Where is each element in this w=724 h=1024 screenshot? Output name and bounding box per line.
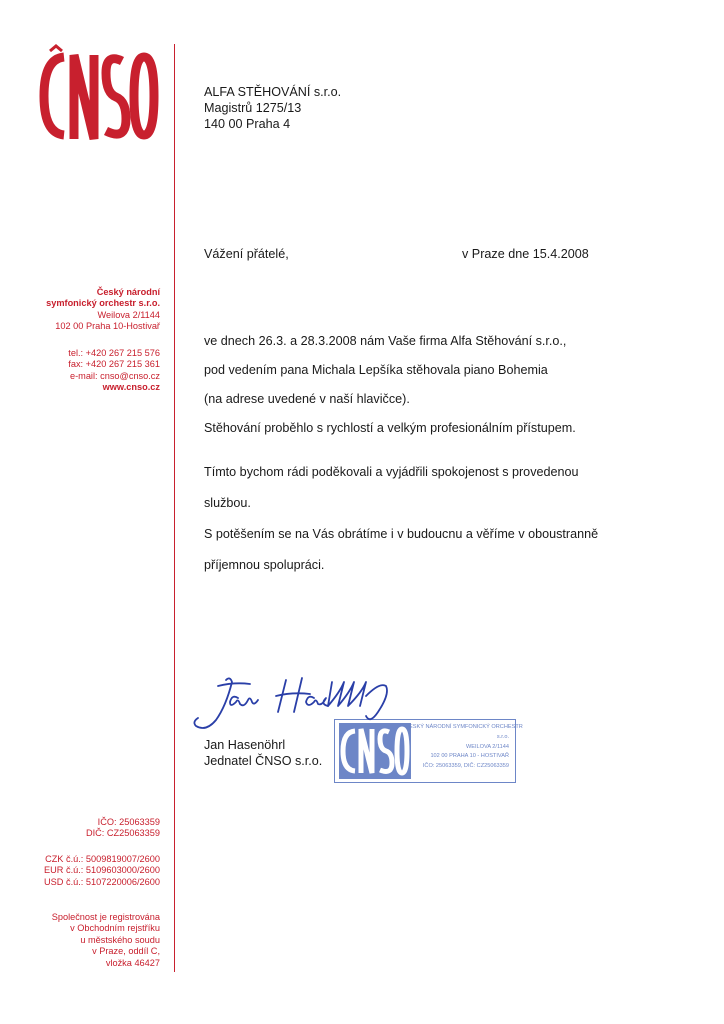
body-line: S potěšením se na Vás obrátíme i v budoucnu a věříme v oboustranně — [204, 527, 599, 541]
signer-title: Jednatel ČNSO s.r.o. — [204, 754, 323, 768]
recipient-line3: 140 00 Praha 4 — [204, 117, 291, 131]
org-dic: DIČ: CZ25063359 — [85, 828, 160, 839]
greeting: Vážení přátelé, — [204, 247, 289, 261]
org-ids — [86, 817, 160, 840]
stamp-line1: ČESKÝ NÁRODNÍ SYMFONICKÝ ORCHESTR — [405, 724, 523, 730]
bank-czk: CZK č.ú.: 5009819007/2600 — [45, 854, 160, 864]
recipient-address — [204, 84, 341, 132]
org-web: www.cnso.cz — [102, 382, 160, 393]
org-name-line1: Český národní — [96, 287, 160, 297]
letter-date: v Praze dne 15.4.2008 — [462, 247, 589, 261]
org-email: e-mail: cnso@cnso.cz — [70, 370, 160, 381]
body-line: pod vedením pana Michala Lepšíka stěhovala piano Bohemia — [204, 363, 548, 377]
org-city: 102 00 Praha 10-Hostivař — [55, 321, 160, 332]
stamp-line5: IČO: 25063359, DIČ: CZ25063359 — [422, 763, 509, 770]
recipient-line2: Magistrů 1275/13 — [204, 101, 302, 115]
registration-line: u městského soudu — [80, 934, 160, 945]
cnso-logo — [38, 47, 160, 145]
org-fax: fax: +420 267 215 361 — [68, 359, 160, 370]
org-tel: tel.: +420 267 215 576 — [68, 348, 160, 358]
registration-line: v Praze, oddíl C, — [92, 946, 160, 957]
bank-eur: EUR č.ú.: 5109603000/2600 — [44, 865, 160, 876]
stamp-text — [405, 723, 523, 772]
body-line: ve dnech 26.3. a 28.3.2008 nám Vaše firma Alfa Stěhování s.r.o., — [204, 334, 567, 348]
org-contact — [68, 348, 160, 394]
body-line: příjemnou spolupráci. — [204, 558, 325, 572]
handwritten-signature — [190, 672, 412, 736]
stamp-line2: s.r.o. — [496, 733, 509, 740]
letterhead-divider — [174, 44, 175, 972]
stamp-line4: 102 00 PRAHA 10 - HOSTIVAŘ — [430, 753, 509, 760]
org-ico: IČO: 25063359 — [97, 817, 160, 827]
body-line: (na adrese uvedené v naší hlavičce). — [204, 392, 410, 406]
org-address — [46, 287, 160, 333]
registration-line: vložka 46427 — [105, 957, 160, 968]
bank-usd: USD č.ú.: 5107220006/2600 — [44, 876, 160, 887]
body-line: službou. — [204, 496, 251, 510]
org-bank-accounts — [44, 854, 160, 888]
registration-line: v Obchodním rejstříku — [70, 923, 160, 934]
registration-line: Společnost je registrována — [51, 912, 160, 922]
recipient-line1: ALFA STĚHOVÁNÍ s.r.o. — [204, 85, 342, 99]
stamp-line3: WEILOVA 2/1144 — [465, 743, 509, 750]
signer-name: Jan Hasenöhrl — [204, 738, 286, 752]
org-name-line2: symfonický orchestr s.r.o. — [46, 298, 160, 309]
org-registration — [52, 912, 160, 969]
body-line: Tímto bychom rádi poděkovali a vyjádřili spokojenost s provedenou — [204, 465, 579, 479]
signer-block — [204, 737, 322, 769]
body-line: Stěhování proběhlo s rychlostí a velkým profesionálním přístupem. — [204, 421, 576, 435]
org-street: Weilova 2/1144 — [97, 309, 160, 320]
